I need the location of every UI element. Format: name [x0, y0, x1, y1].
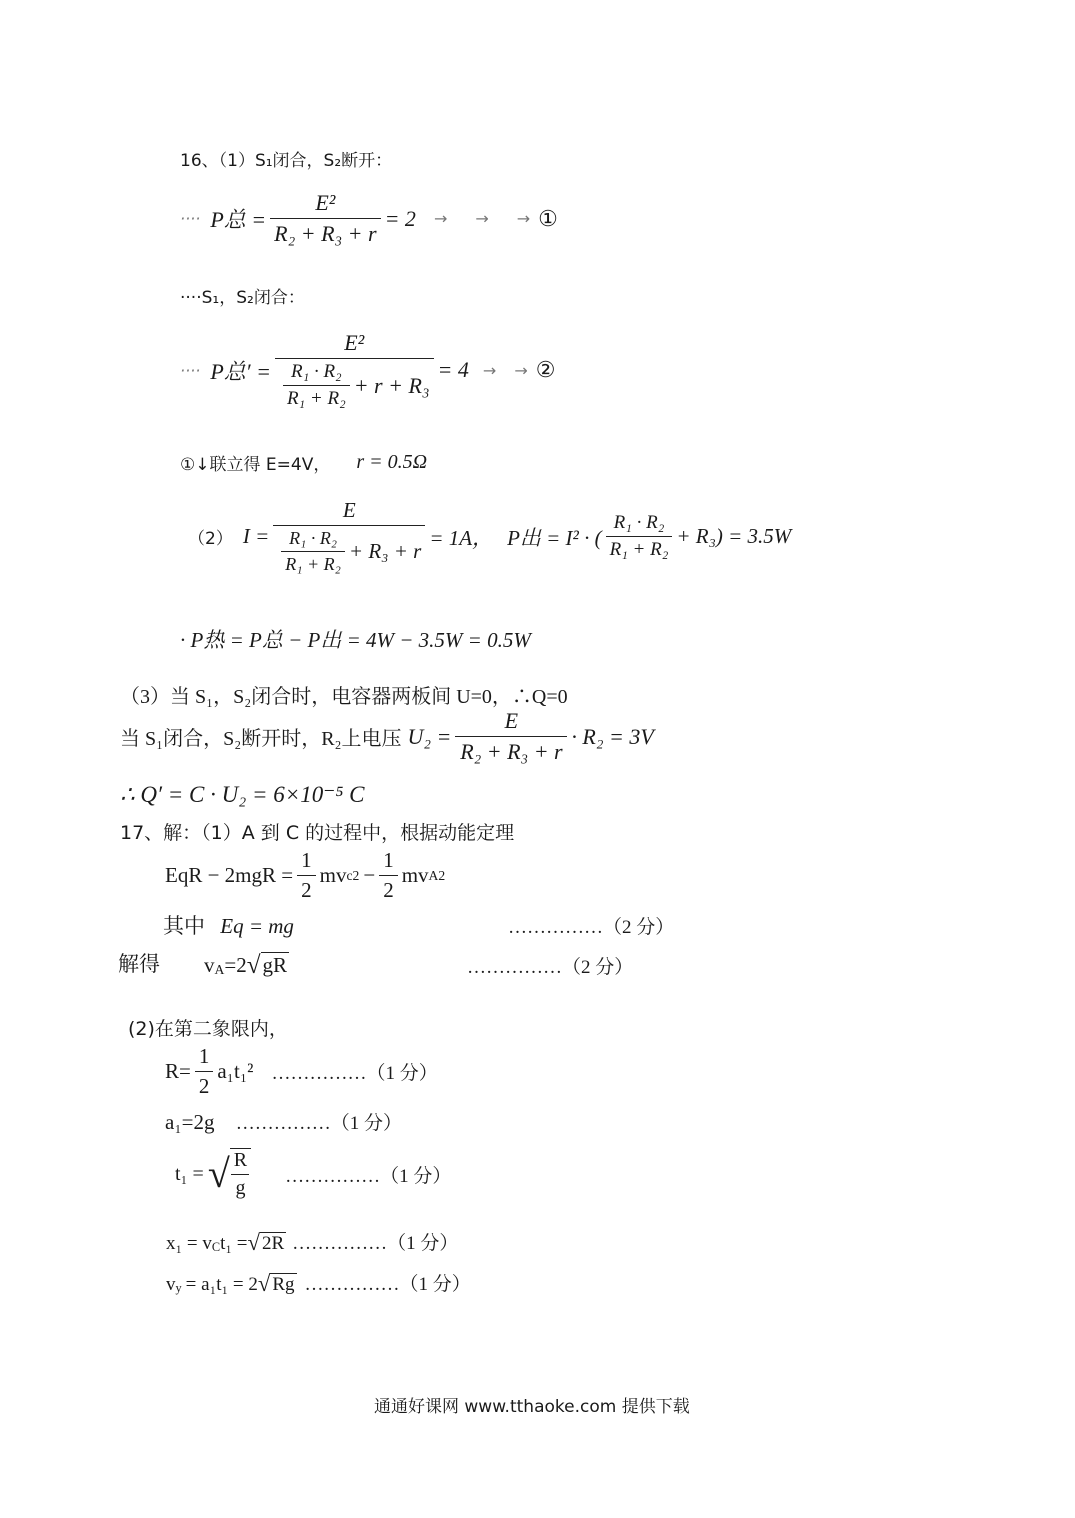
q17-eq2-label: 其中: [163, 914, 205, 938]
a-score: ……………（1 分）: [235, 1113, 403, 1134]
q17-part2-header: (2)在第二象限内，: [128, 1018, 288, 1040]
frac1-num: 1: [301, 848, 312, 872]
q17-v-eq: [166, 1269, 471, 1296]
eq3-den-tail: + R₃ + r: [348, 539, 422, 563]
sub-c: c: [346, 867, 353, 883]
t-score: ……………（1 分）: [285, 1165, 452, 1187]
sqrt-gR: √ gR: [246, 951, 288, 979]
eq4-inner-num: R₁ · R₂: [613, 512, 665, 533]
eq2-tag: ②: [535, 357, 556, 382]
part3-rhs: · R₂ = 3V: [571, 723, 654, 749]
eq3-inner-den: R₁ + R₂: [281, 551, 345, 575]
frac2-num: 1: [383, 848, 394, 872]
combine-text: ①↓联立得 E=4V，: [180, 455, 331, 475]
eq3-fraction: [273, 498, 425, 575]
q17-eq1: EqR − 2mgR = $\frac{1}{2}$ mv c 2 − $\frac{1}{2}$ mv A 2: [165, 848, 446, 902]
eq2-inner-den: R₁ + R₂: [283, 385, 350, 410]
eq3-lhs: I =: [242, 524, 270, 548]
part3-den: R₂ + R₃ + r: [455, 736, 567, 765]
q16-eq3: [188, 498, 791, 575]
q17-frac1: [297, 848, 316, 903]
q17-eq1-minus: −: [363, 863, 376, 887]
eq4-inner-den: R₁ + R₂: [606, 536, 673, 561]
eq1-fraction: [270, 190, 380, 247]
sqrt-gR-content: gR: [262, 953, 288, 977]
t-den: g: [231, 1174, 249, 1200]
q16-part3-line3: ∴ Q′ = C · U₂ = 6×10⁻⁵ C: [120, 782, 365, 807]
t-lhs: t₁ =: [175, 1162, 204, 1185]
eq1-den: R₂ + R₃ + r: [270, 218, 380, 247]
sqrt-Rg-content: Rg: [272, 1274, 295, 1295]
q16-part3-line1: （3）当 S₁，S₂闭合时，电容器两板间 U=0，∴Q=0: [120, 686, 568, 708]
eq2-inner-num: R₁ · R₂: [290, 361, 342, 382]
eq1-lhs: P总 =: [210, 207, 267, 232]
part2-label: （2）: [188, 529, 233, 549]
eq3-rhs: = 1A，: [429, 525, 494, 550]
q17-eq1-mid: mv: [319, 863, 347, 887]
eq2-lhs: P总′ =: [210, 358, 271, 384]
q17-eq2: [163, 910, 294, 940]
a-eq: a₁=2g: [165, 1110, 215, 1134]
v-mid: = a₁t₁ = 2: [185, 1274, 258, 1295]
eq1-rhs: = 2: [384, 205, 416, 231]
q16-eq5: · P热 = P总 − P出 = 4W − 3.5W = 0.5W: [180, 628, 531, 652]
r-score: ……………（1 分）: [271, 1063, 438, 1084]
t-num: R: [233, 1149, 248, 1171]
q17-eq3-lhs: v: [204, 953, 215, 977]
part3-fraction: [455, 708, 567, 765]
q17-header: 17、解：（1）A 到 C 的过程中，根据动能定理: [120, 822, 515, 844]
dots: ····: [180, 360, 201, 380]
t-frac: [230, 1148, 251, 1200]
eq3-inner-num: R₁ · R₂: [289, 528, 338, 548]
dots: ····: [180, 209, 201, 228]
footer-credit: 通通好课网 www.tthaoke.com 提供下载: [374, 1397, 690, 1417]
q17-eq1-end: mv: [401, 863, 429, 887]
r-frac: [195, 1044, 214, 1099]
r-den: 2: [195, 1071, 214, 1099]
r-num: 1: [198, 1044, 210, 1068]
v-sub: y: [175, 1281, 182, 1295]
q17-eq3-sub: A: [214, 962, 225, 977]
q16-combine: [180, 450, 427, 475]
r-rhs: a₁t₁²: [217, 1059, 254, 1083]
q17-eq2-formula: Eq = mg: [220, 914, 294, 938]
eq3-den: [273, 525, 425, 575]
r-lhs: R=: [165, 1059, 191, 1083]
eq1-num: E²: [315, 190, 336, 215]
q16-eq1: ···· P总 = $\frac{\text{E²}}{\text{R₂ + R₃ + r}}$ = 2 → → → ①: [180, 190, 558, 246]
q16-part2-header: ····S₁，S₂闭合：: [180, 288, 305, 308]
q17-t-eq: [175, 1148, 451, 1200]
sub-a: A: [428, 867, 439, 883]
eq2-fraction: [275, 330, 434, 410]
sqrt-icon: √: [207, 1151, 230, 1196]
q17-frac2: [379, 848, 398, 903]
x-sub: C: [211, 1240, 221, 1254]
v-score: ……………（1 分）: [304, 1274, 471, 1295]
eq4-lhs: P出 = I² · (: [507, 525, 602, 550]
eq2-den-tail: + r + R₃: [353, 372, 430, 398]
frac1-den: 2: [297, 875, 316, 903]
sqrt-2R-content: 2R: [261, 1233, 285, 1254]
q16-part1-header: 16、（1）S₁闭合，S₂断开：: [180, 151, 393, 171]
q17-eq1-lhs: EqR − 2mgR =: [165, 863, 294, 887]
combine-r: r = 0.5Ω: [356, 451, 428, 473]
sqrt-2R: √ 2R: [247, 1230, 285, 1256]
q17-a-eq: [165, 1108, 402, 1135]
eq2-num: E²: [344, 330, 365, 355]
q17-eq3-label: 解得: [118, 952, 160, 976]
sqrt-Rg: √ Rg: [257, 1271, 295, 1297]
x-score: ……………（1 分）: [292, 1233, 459, 1254]
q17-eq3-eq: =2: [224, 953, 247, 977]
eq3-num: E: [342, 498, 356, 522]
v-eq: v: [166, 1274, 176, 1295]
part3-num: E: [504, 708, 519, 733]
q17-eq2-score: ……………（2 分）: [508, 917, 675, 938]
q16-part3-line2: [120, 708, 654, 765]
eq4-rhs: + R₃) = 3.5W: [676, 524, 792, 548]
eq4-fraction: [606, 512, 673, 561]
q17-eq3: [118, 948, 289, 978]
x-mid: t₁ =: [220, 1233, 248, 1254]
q16-eq2: ···· P总′ = E² $\frac{\text{R₁ · R₂}}{\text{R₁ + R₂}}$ + r + R₃ = 4 → → ②: [180, 330, 556, 409]
q17-r-eq: [165, 1044, 438, 1099]
frac2-den: 2: [379, 875, 398, 903]
part3-lhs: U₂ =: [407, 723, 452, 749]
eq1-tag: ①: [538, 205, 558, 231]
x-eq: x₁ = v: [166, 1233, 212, 1254]
q17-eq3-score: ……………（2 分）: [467, 957, 634, 978]
eq2-rhs: = 4: [437, 357, 469, 382]
eq2-den: [275, 358, 434, 410]
q17-x-eq: [166, 1228, 458, 1255]
part3-text: 当 S₁闭合，S₂断开时，R₂上电压: [120, 728, 402, 750]
